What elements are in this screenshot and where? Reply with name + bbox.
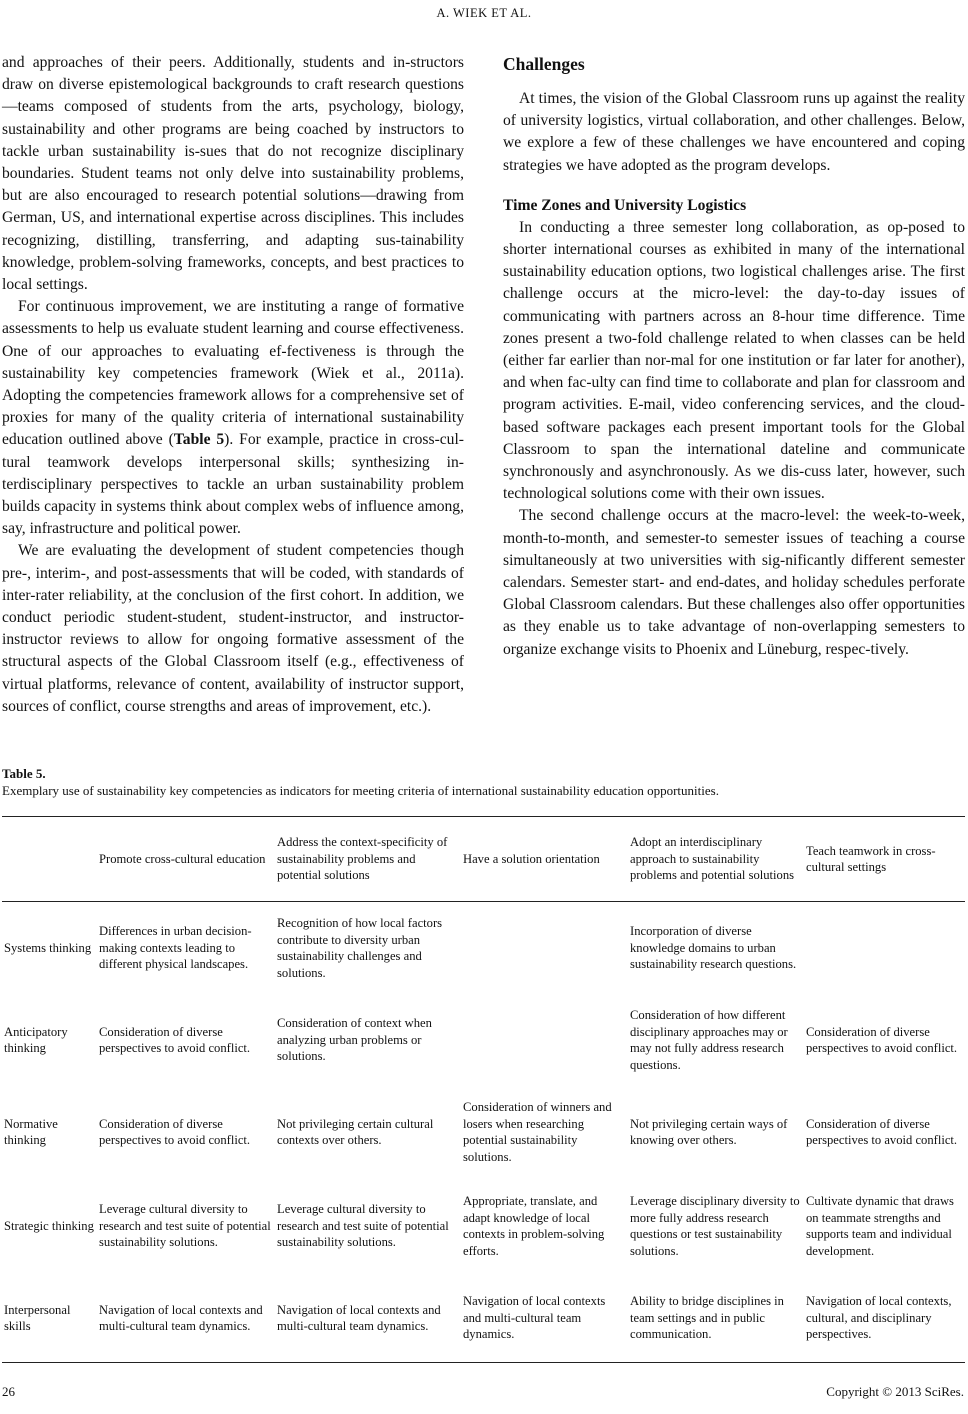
right-column: [503, 52, 965, 661]
row-label: Systems thinking: [4, 940, 92, 955]
table-row: [2, 1274, 965, 1363]
table-cell: Navigation of local contexts and multi-cultural team dynamics.: [99, 1302, 263, 1333]
table-cell: Consideration of context when analyzing urban problems or solutions.: [277, 1016, 432, 1064]
table-cell: Leverage disciplinary diversity to more fully address research questions or test sustainability solutions.: [630, 1194, 800, 1258]
table-cell: Navigation of local contexts and multi-cultural team dynamics.: [463, 1294, 606, 1342]
paragraph: At times, the vision of the Global Classroom runs up against the reality of university logistics, virtual collaboration, and other challenges. Below, we explore a few of these challenges we have encountered and coping strategies we have adopted as the program develops.: [503, 90, 965, 174]
table-cell: Consideration of diverse perspectives to avoid conflict.: [99, 1116, 251, 1147]
copyright-notice: Copyright © 2013 SciRes.: [826, 1384, 964, 1399]
table-row: [2, 1086, 965, 1178]
table-cell: Ability to bridge disciplines in team settings and in public communication.: [630, 1294, 784, 1342]
table-header-cell: Teach teamwork in cross-cultural settings: [806, 843, 936, 874]
table-cell: Consideration of diverse perspectives to avoid conflict.: [806, 1024, 958, 1055]
paragraph: The second challenge occurs at the macro-level: the week-to-week, month-to-month, and semester-to semester issues of teaching a course simultaneously at two universities with sig-nificantly different semester calendars. Semester start- and end-dates, and holiday schedules perforate Global Classroom calendars. But these challenges also offer opportunities as they enable us to take advantage of non-overlapping semesters to organize exchange visits to Phoenix and Lüneburg, respec-tively.: [503, 507, 965, 658]
subsection-title: Time Zones and University Logistics: [503, 196, 747, 214]
row-label: Strategic thinking: [4, 1218, 94, 1233]
table-header-row: [2, 817, 965, 902]
left-column: [2, 52, 464, 718]
table-cell: Consideration of winners and losers when researching potential sustainability solutions.: [463, 1100, 612, 1164]
table-cell: Navigation of local contexts, cultural, and disciplinary perspectives.: [806, 1294, 952, 1342]
table-header-cell: Adopt an interdisciplinary approach to sustainability problems and potential solutions: [630, 835, 795, 883]
table-cell: Differences in urban decision-making contexts leading to different physical landscapes.: [99, 924, 252, 972]
row-label: Normative thinking: [4, 1116, 58, 1147]
table-cell: Consideration of how different disciplinary approaches may or may not fully address research questions.: [630, 1008, 788, 1072]
table-reference-link[interactable]: Table 5: [173, 431, 225, 449]
table-cell: Not privileging certain ways of knowing over others.: [630, 1116, 788, 1147]
paragraph: and approaches of their peers. Additionally, students and in-structors draw on diverse epistemological backgrounds to craft research questions—teams composed of students from the arts, psychology, biology, sustainability and other programs are being coached by instructors to tackle urban sustainability is-sues that do not recognize disciplinary boundaries. Student teams not only delve into sustainability problems, but are also encouraged to research potential solutions—drawing from German, US, and international expertise across disciplines. This includes recognizing, distilling, transferring, and adapting sus-tainability knowledge, problem-solving frameworks, concepts, and best practices to local settings.: [2, 54, 464, 294]
table-header-cell: Promote cross-cultural education: [99, 851, 266, 866]
row-label: Interpersonal skills: [4, 1302, 71, 1333]
table-row: [2, 994, 965, 1086]
table-header-cell: Address the context-specificity of sustainability problems and potential solutions: [277, 835, 448, 883]
paragraph-text: ). For example, practice in cross-cul-tural teamwork develops interpersonal skills; synthesizing in-terdisciplinary perspectives to tackle an urban sustainability problem builds capacity in systems think about complex webs of influence among, say, infrastructure and political power.: [2, 431, 465, 538]
table-cell: Consideration of diverse perspectives to avoid conflict.: [99, 1024, 251, 1055]
paragraph: We are evaluating the development of student competencies though pre-, interim-, and post-assessments that will be coded, with standards of inter-rater reliability, at the conclusion of the first cohort. In addition, we conduct periodic student-student, student-instructor, and instructor-instructor reviews to allow for ongoing formative assessment of the structural aspects of the Global Classroom itself (e.g., effectiveness of virtual platforms, relevance of content, availability of instructor support, sources of conflict, course strengths and areas of improvement, etc.).: [2, 542, 464, 715]
competencies-table: [2, 816, 965, 1363]
table-cell: Leverage cultural diversity to research and test suite of potential sustainability solutions.: [277, 1202, 449, 1250]
table-caption-text: Exemplary use of sustainability key competencies as indicators for meeting criteria of international sustainability education opportunities.: [2, 783, 719, 798]
row-label: Anticipatory thinking: [4, 1024, 68, 1055]
table-cell: Consideration of diverse perspectives to avoid conflict.: [806, 1116, 958, 1147]
table-cell: Navigation of local contexts and multi-cultural team dynamics.: [277, 1302, 441, 1333]
paragraph: [2, 296, 464, 540]
table-label: Table 5.: [2, 766, 46, 781]
table-cell: Leverage cultural diversity to research and test suite of potential sustainability solutions.: [99, 1202, 271, 1250]
page-number: 26: [2, 1384, 15, 1399]
table-cell: [461, 994, 628, 1086]
paragraph: In conducting a three semester long collaboration, as op-posed to shorter international courses as exhibited in many of the international sustainability education options, two logistical challenges arise. The first challenge occurs at the micro-level: the day-to-day issues of communicating with partners across an 8-hour time difference. Time zones present a two-fold challenge related to when classes can be held (either far earlier than nor-mal for one institution or far later for another), and when fac-ulty can find time to collaborate and plan for classroom and program activities. E-mail, video conferencing services, and the cloud-based software packages each present important tools for the Global Classroom to span the international dateline and communicate synchronously and asynchronously. As we dis-cuss later, however, such technological solutions come with their own issues.: [503, 218, 965, 503]
table-cell: Cultivate dynamic that draws on teammate strengths and supports team and individual development.: [806, 1194, 954, 1258]
table-row: [2, 1178, 965, 1274]
table-cell: Recognition of how local factors contribute to diversity urban sustainability challenges and solutions.: [277, 916, 443, 980]
running-head: A. WIEK ET AL.: [436, 6, 532, 20]
table-header-cell: Have a solution orientation: [463, 851, 600, 866]
table-row: [2, 902, 965, 995]
table-cell: Incorporation of diverse knowledge domains to urban sustainability research questions.: [630, 924, 797, 972]
table-caption: [2, 765, 962, 799]
table-header-cell: [2, 817, 97, 902]
table-cell: [461, 902, 628, 995]
section-title: Challenges: [503, 54, 585, 74]
table-cell: [804, 902, 965, 995]
table-cell: Appropriate, translate, and adapt knowledge of local contexts in problem-solving efforts.: [463, 1194, 605, 1258]
table-cell: Not privileging certain cultural contexts over others.: [277, 1116, 434, 1147]
paragraph-text: For continuous improvement, we are instituting a range of formative assessments to help us evaluate student learning and course effectiveness. One of our approaches to evaluating ef-fectiveness is through the sustainability key competencies framework (Wiek et al., 2011a). Adopting the competencies framework allows for a comprehensive set of proxies for many of the quality criteria of international sustainability education outlined above (: [2, 298, 464, 449]
